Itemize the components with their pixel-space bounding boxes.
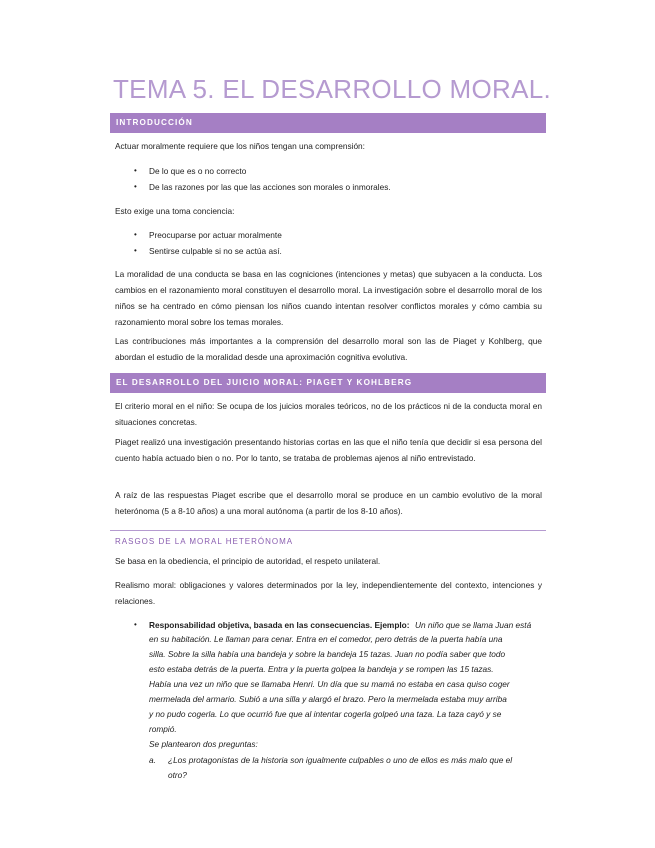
page-title: TEMA 5. EL DESARROLLO MORAL.	[113, 74, 552, 104]
juicio-paragraph: El criterio moral en el niño: Se ocupa de los juicios morales teóricos, no de los prácticos ni de la conducta moral en situaciones concretas.	[115, 401, 542, 427]
list-item: De las razones por las que las acciones son morales o inmorales.	[149, 182, 391, 192]
list-item: Sentirse culpable si no se actúa así.	[149, 246, 282, 256]
bullet-label: Responsabilidad objetiva, basada en las consecuencias. Ejemplo:	[149, 620, 410, 630]
example-text: silla. Sobre la silla había una bandeja y sobre la bandeja 15 tazas. Juan no podía saber que todo	[149, 649, 506, 659]
intro-paragraph: La moralidad de una conducta se basa en las cogniciones (intenciones y metas) que subyacen a la conducta. Los cambios en el razonamiento moral constituyen el desarrollo moral. La investigación sobre el desarrollo moral de los niños se ha centrado en cómo piensan los niños cuando intentan resolver conflictos morales y cómo cambia su razonamiento moral sobre los temas morales.	[115, 269, 542, 327]
subsection-heading-rasgos: RASGOS DE LA MORAL HETERÓNOMA	[115, 537, 294, 546]
list-item: De lo que es o no correcto	[149, 166, 247, 176]
example-text: rompió.	[149, 724, 177, 734]
juicio-paragraph: A raíz de las respuestas Piaget escribe que el desarrollo moral se produce en un cambio evolutivo de la moral heterónoma (5 a 8-10 años) a una moral autónoma (a partir de los 8-10 años).	[115, 490, 542, 516]
bullet-dot: •	[134, 182, 137, 191]
section-heading-introduccion: INTRODUCCIÓN	[110, 113, 546, 133]
bullet-dot: •	[134, 246, 137, 255]
question-label: a.	[149, 755, 156, 765]
example-text: en su habitación. Le llaman para cenar. Entra en el comedor, pero detrás de la puerta había una	[149, 634, 503, 644]
rasgos-paragraph: Se basa en la obediencia, el principio de autoridad, el respeto unilateral.	[115, 556, 381, 566]
example-text: mermelada del armario. Subió a una silla y alargó el brazo. Pero la mermelada estaba muy arriba	[149, 694, 507, 704]
list-item: Preocuparse por actuar moralmente	[149, 230, 282, 240]
example-text: esto estaba detrás de la puerta. Entra y la puerta golpea la bandeja y se rompen las 15 tazas.	[149, 664, 494, 674]
intro-paragraph: Las contribuciones más importantes a la comprensión del desarrollo moral son las de Piaget y Kohlberg, que abordan el estudio de la moralidad desde una aproximación cognitiva evolutiva.	[115, 336, 542, 362]
question-text: ¿Los protagonistas de la historia son igualmente culpables o uno de ellos es más malo que el	[168, 755, 513, 765]
bullet-dot: •	[134, 166, 137, 175]
section-divider	[110, 530, 546, 531]
section-heading-juicio-moral: EL DESARROLLO DEL JUICIO MORAL: PIAGET Y KOHLBERG	[110, 373, 546, 393]
bullet-dot: •	[134, 620, 137, 629]
example-text: Había una vez un niño que se llamaba Henri. Un día que su mamá no estaba en casa quiso coger	[149, 679, 510, 689]
juicio-paragraph: Piaget realizó una investigación presentando historias cortas en las que el niño tenía que decidir si esa persona del cuento había actuado bien o no. Por lo tanto, se trataba de problemas ajenos al niño entrevistado.	[115, 437, 542, 463]
example-text: y no pudo cogerla. Lo que ocurrió fue que al intentar cogerla golpeó una taza. La taza cayó y se	[149, 709, 502, 719]
example-text: Se plantearon dos preguntas:	[149, 739, 258, 749]
intro-lead: Actuar moralmente requiere que los niños tengan una comprensión:	[115, 141, 365, 151]
rasgos-paragraph: Realismo moral: obligaciones y valores determinados por la ley, independientemente del contexto, intenciones y relaciones.	[115, 580, 542, 606]
question-text: otro?	[168, 770, 187, 780]
example-text: Un niño que se llama Juan está	[415, 620, 532, 630]
bullet-dot: •	[134, 230, 137, 239]
intro-lead-2: Esto exige una toma conciencia:	[115, 206, 235, 216]
